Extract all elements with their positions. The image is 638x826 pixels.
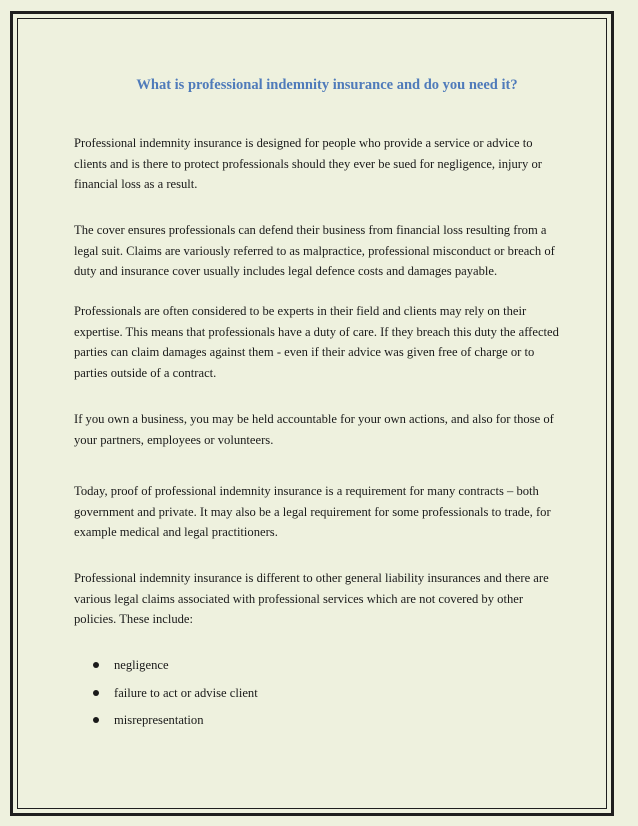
paragraph-requirement: Today, proof of professional indemnity insurance is a requirement for many contracts – both government and private. It may also be a legal requirement for some professionals to trade, for example medical and legal practitioners.	[74, 484, 551, 539]
list-item	[74, 683, 258, 711]
list-item	[74, 710, 258, 738]
document-title: What is professional indemnity insurance and do you need it?	[136, 77, 518, 93]
list-item-label: negligence	[114, 658, 169, 672]
bullet-icon	[93, 662, 99, 668]
list-item	[74, 655, 258, 683]
list-item-label: failure to act or advise client	[114, 685, 258, 700]
paragraph-cover: The cover ensures professionals can defend their business from financial loss resulting from a legal suit. Claims are variously referred to as malpractice, professional misconduct or breach of duty and insurance cover usually includes legal defence costs and damages payable.	[74, 223, 555, 278]
paragraph-duty-of-care: Professionals are often considered to be experts in their field and clients may rely on their expertise. This means that professionals have a duty of care. If they breach this duty the affected parties can claim damages against them - even if their advice was given free of charge or to parties outside of a contract.	[74, 304, 559, 380]
list-item-label: misrepresentation	[114, 713, 204, 727]
bullet-icon	[93, 717, 99, 723]
paragraph-intro: Professional indemnity insurance is designed for people who provide a service or advice to clients and is there to protect professionals should they ever be sued for negligence, injury or financial loss as a result.	[74, 136, 542, 191]
paragraph-business-owner: If you own a business, you may be held accountable for your own actions, and also for those of your partners, employees or volunteers.	[74, 412, 554, 447]
paragraph-claims: Professional indemnity insurance is different to other general liability insurances and there are various legal claims associated with professional services which are not covered by other policies. These include:	[74, 571, 549, 626]
bullet-icon	[93, 690, 99, 696]
claims-list	[74, 655, 258, 738]
